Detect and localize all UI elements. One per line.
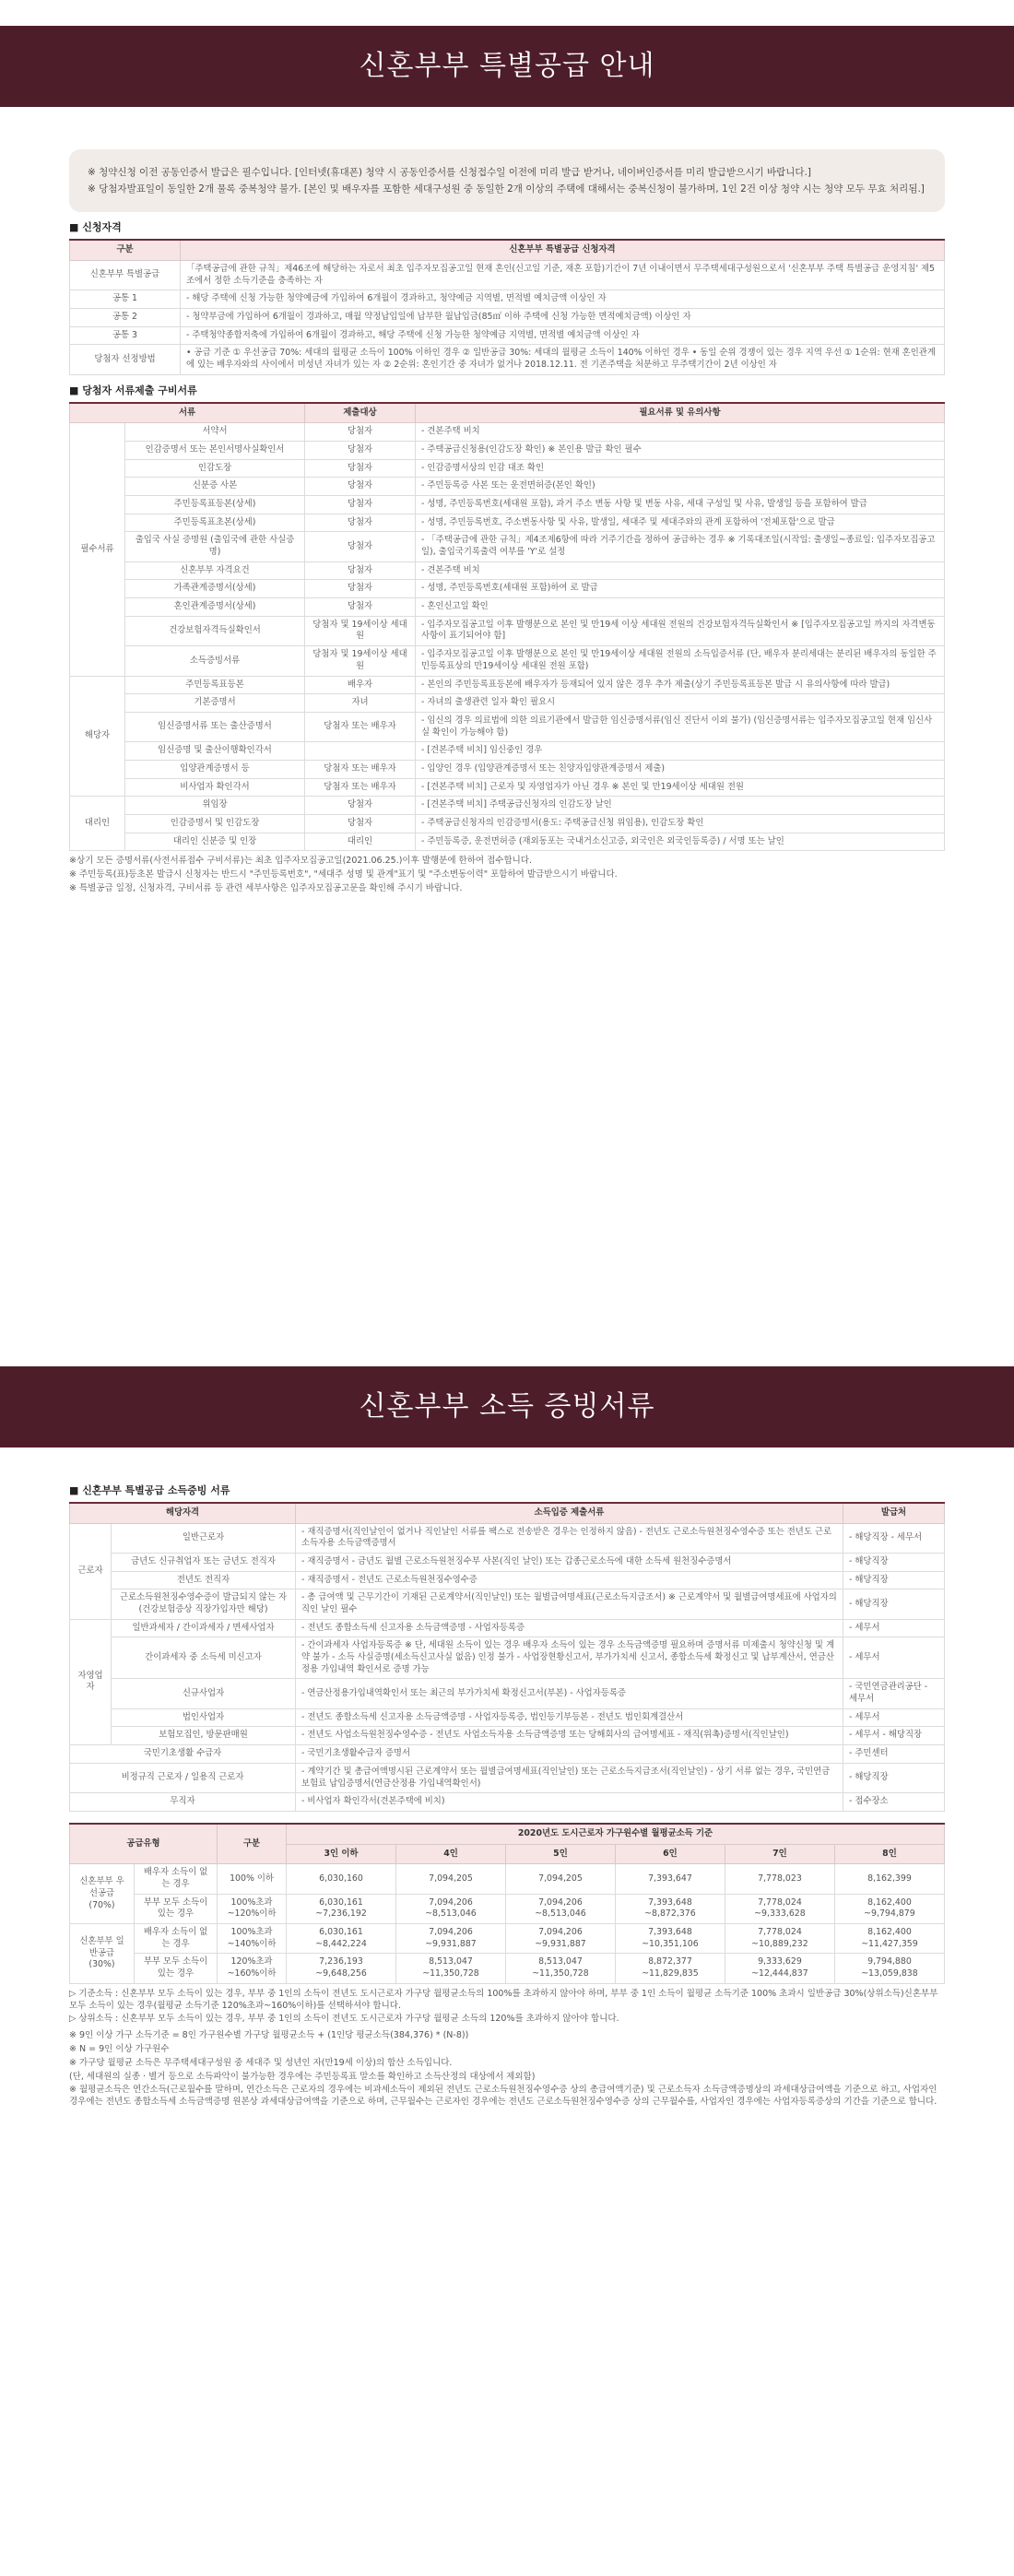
table-row <box>70 1523 945 1553</box>
table-cell: 인감증명서 또는 본인서명사실확인서 <box>125 441 305 459</box>
table-cell: 9,333,629 ~12,444,837 <box>725 1954 834 1983</box>
table-row <box>70 778 945 797</box>
table-cell: 당첨자 <box>305 797 416 815</box>
table-cell: 신혼부부 특별공급 <box>70 260 181 290</box>
table-row <box>70 1864 945 1894</box>
table-cell: - 재직증명서 - 금년도 월별 근로소득원천징수부 사본(직인 날인) 또는 갑종근로소득에 대한 소득세 원천징수증명서 <box>296 1553 843 1571</box>
table-cell: 신혼부부 자격요건 <box>125 561 305 580</box>
table-cell: - 본인의 주민등록표등본에 배우자가 등재되어 있지 않은 경우 추가 제출(상기 주민등록표등본 발급 시 유의사항에 따라 발급) <box>416 676 945 694</box>
table-cell: - 전년도 종합소득세 신고자용 소득금액증명 - 사업자등록증, 법인등기부등본 - 전년도 법인회계결산서 <box>296 1708 843 1727</box>
table-row <box>70 833 945 851</box>
table-cell: 주민등록표초본(상세) <box>125 514 305 532</box>
table-cell: 7,094,206 ~9,931,887 <box>505 1924 615 1954</box>
table-cell: - 청약부금에 가입하여 6개월이 경과하고, 매월 약정납입일에 납부한 월납입금(85㎡ 이하 주택에 신청 가능한 면적예치금액) 이상인 자 <box>181 308 945 326</box>
table-cell: 임신증명서류 또는 출산증명서 <box>125 712 305 741</box>
income-docs-header-0: 해당자격 <box>70 1503 296 1523</box>
table-cell: 8,162,400 ~11,427,359 <box>834 1924 944 1954</box>
table-cell: 신분증 사본 <box>125 478 305 496</box>
table-cell: 배우자 <box>305 676 416 694</box>
docs-header-0: 서류 <box>70 403 305 423</box>
table-cell: 건강보험자격득실확인서 <box>125 616 305 645</box>
table-cell: 당첨자 또는 배우자 <box>305 778 416 797</box>
table-cell: - 인감증명서상의 인감 대조 확인 <box>416 459 945 478</box>
income-note-2: ▷ 상위소득 : 신혼부부 모두 소득이 있는 경우, 부부 중 1인의 소득이 전년도 도시근로자 가구당 월평균 소득의 120%를 초과하지 않아야 합니다. <box>69 2014 619 2025</box>
table-cell: 주민등록표등본(상세) <box>125 495 305 514</box>
table-cell: 당첨자 <box>305 478 416 496</box>
table-cell: 100%초과~140%이하 <box>218 1924 287 1954</box>
table-cell: - 혼인신고일 확인 <box>416 598 945 617</box>
table-cell: 8,162,400 ~9,794,879 <box>834 1894 944 1923</box>
final-note-2: ※ N = 9인 이상 가구원수 <box>69 2044 170 2055</box>
table-row <box>70 742 945 761</box>
table-cell: 입양관계증명서 등 <box>125 760 305 778</box>
table-cell: 공통 1 <box>70 290 181 309</box>
table-row <box>70 1708 945 1727</box>
table-row <box>70 1763 945 1792</box>
table-cell: - 주택청약종합저축에 가입하여 6개월이 경과하고, 해당 주택에 신청 가능한 청약예금 지역별, 면적별 예치금액 이상인 자 <box>181 326 945 345</box>
table-cell: 비정규직 근로자 / 일용직 근로자 <box>70 1763 296 1792</box>
table-cell: 공통 2 <box>70 308 181 326</box>
section2-body <box>0 1484 1014 2109</box>
income-notes <box>69 1989 945 2026</box>
table-cell: - 세무서 <box>843 1619 945 1637</box>
docs-header-1: 제출대상 <box>305 403 416 423</box>
table-cell: - 성명, 주민등록번호(세대원 포함)하여 로 발급 <box>416 580 945 598</box>
income-docs-header-2: 발급처 <box>843 1503 945 1523</box>
table-row <box>70 1553 945 1571</box>
notice-line-2: ※ 당첨자발표일이 동일한 2개 물록 중복청약 불가. [본인 및 배우자를 포함한 세대구성원 중 동일한 2개 이상의 주택에 대해서는 중복신청이 불가하며, 1인 2건 이상 청약 시는 청약 모두 무효 처리됨.] <box>88 183 925 195</box>
table-header-cell: 8인 <box>834 1844 944 1864</box>
docs-header-2: 필요서류 및 유의사항 <box>416 403 945 423</box>
income-note-1: ▷ 기준소득 : 신혼부부 모두 소득이 있는 경우, 부부 중 1인의 소득이 전년도 도시근로자 가구당 월평균소득의 100%를 초과하지 않아야 하며, 부부 중 1인 소득이 월평균 소득기준 100% 초과시 일반공급 30%(상위소득)신혼부부 모두 소득이 있는 경우(월평균 소득기준 120%초과~160%이하)를 선택하셔야 합니다. <box>69 1988 938 2011</box>
table-cell: 100% 이하 <box>218 1864 287 1894</box>
table-row <box>70 495 945 514</box>
table-cell: 부부 모두 소득이 있는 경우 <box>135 1894 218 1923</box>
table-row <box>70 676 945 694</box>
table-cell: - 비사업자 확인각서(견본주택에 비치) <box>296 1793 843 1812</box>
table-cell: - 입양인 경우 (입양관계증명서 또는 친양자입양관계증명서 제출) <box>416 760 945 778</box>
final-note-4: (단, 세대원의 실종 · 별거 등으로 소득파악이 불가능한 경우에는 주민등록표 말소를 확인하고 소득산정의 대상에서 제외함) <box>69 2071 536 2082</box>
table-cell: 법인사업자 <box>112 1708 296 1727</box>
table-cell: 주민등록표등본 <box>125 676 305 694</box>
table-cell: 배우자 소득이 없는 경우 <box>135 1864 218 1894</box>
table-cell: 대리인 <box>70 797 125 851</box>
table-cell: 당첨자 <box>305 532 416 561</box>
section1-title-banner <box>0 26 1014 107</box>
table-cell: 무직자 <box>70 1793 296 1812</box>
qual-heading: ■ 신청자격 <box>69 221 122 234</box>
table-row <box>70 561 945 580</box>
table-cell: 자영업자 <box>70 1619 112 1745</box>
table-cell: 당첨자 및 19세이상 세대원 <box>305 646 416 676</box>
table-header-cell: 5인 <box>505 1844 615 1864</box>
table-cell: 국민기초생활 수급자 <box>70 1745 296 1764</box>
table-cell: 100%초과~120%이하 <box>218 1894 287 1923</box>
table-cell: 6,030,161 ~8,442,224 <box>287 1924 396 1954</box>
table-cell: 당첨자 <box>305 580 416 598</box>
table-cell: 7,393,648 ~10,351,106 <box>615 1924 725 1954</box>
table-row <box>70 1637 945 1679</box>
table-cell: 120%초과~160%이하 <box>218 1954 287 1983</box>
table-cell: - 접수장소 <box>843 1793 945 1812</box>
table-cell: 6,030,160 <box>287 1864 396 1894</box>
table-cell: - 해당직장 <box>843 1589 945 1619</box>
table-cell: - 해당직장 <box>843 1571 945 1589</box>
income-docs-header-1: 소득입증 제출서류 <box>296 1503 843 1523</box>
docs-table <box>69 402 945 852</box>
table-row <box>70 815 945 833</box>
table-cell: 8,513,047 ~11,350,728 <box>505 1954 615 1983</box>
table-cell: 당첨자 <box>305 459 416 478</box>
table-cell: 비사업자 확인각서 <box>125 778 305 797</box>
table-cell: - 계약기간 및 총급여액명시된 근로계약서 또는 월별급여명세표(직인날인) 또는 근로소득지급조서(직인날인) - 상기 서류 없는 경우, 국민연금보험료 납입증명서(연금산정용 가입내역확인서) <box>296 1763 843 1792</box>
table-row <box>70 532 945 561</box>
table-row <box>70 1745 945 1764</box>
table-cell: 신규사업자 <box>112 1679 296 1708</box>
income-docs-heading: ■ 신혼부부 특별공급 소득증빙 서류 <box>69 1484 230 1496</box>
table-cell: 당첨자 선정방법 <box>70 345 181 374</box>
income-docs-table <box>69 1502 945 1812</box>
table-cell: 필수서류 <box>70 423 125 676</box>
table-cell: 8,513,047 ~11,350,728 <box>396 1954 506 1983</box>
table-cell: 전년도 전직자 <box>112 1571 296 1589</box>
table-cell: 해당자 <box>70 676 125 797</box>
table-cell: 당첨자 및 19세이상 세대원 <box>305 616 416 645</box>
table-cell: - 성명, 주민등록번호(세대원 포함), 과거 주소 변동 사항 및 변동 사유, 세대 구성일 및 사유, 발생일 등을 포함하여 발급 <box>416 495 945 514</box>
table-cell: 가족관계증명서(상세) <box>125 580 305 598</box>
table-row <box>70 326 945 345</box>
table-cell: - 국민연금관리공단 - 세무서 <box>843 1679 945 1708</box>
table-cell: - 총 급여액 및 근무기간이 기재된 근로계약서(직인날인) 또는 월별급여명세표(근로소득지급조서) ※ 근로계약서 및 월별급여명세표에 사업자의 직인 날인 필수 <box>296 1589 843 1619</box>
table-header-cell: 3인 이하 <box>287 1844 396 1864</box>
table-cell: - 해당직장 - 세무서 <box>843 1523 945 1553</box>
table-cell: 대리인 신분증 및 인장 <box>125 833 305 851</box>
table-header-cell: 구분 <box>218 1824 287 1864</box>
table-cell: 보험모집인, 방문판매원 <box>112 1727 296 1745</box>
qual-header-1: 신혼부부 특별공급 신청자격 <box>181 240 945 260</box>
table-cell: 자녀 <box>305 694 416 713</box>
table-row <box>70 1954 945 1983</box>
table-row <box>70 290 945 309</box>
table-cell: 당첨자 또는 배우자 <box>305 712 416 741</box>
table-cell: 당첨자 <box>305 598 416 617</box>
table-cell: 공통 3 <box>70 326 181 345</box>
table-cell: 기본증명서 <box>125 694 305 713</box>
table-cell: 간이과세자 중 소득세 미신고자 <box>112 1637 296 1679</box>
table-row <box>70 514 945 532</box>
table-row <box>70 1679 945 1708</box>
table-cell: 7,094,206 ~9,931,887 <box>396 1924 506 1954</box>
table-header-cell: 6인 <box>615 1844 725 1864</box>
section1-title: 신혼부부 특별공급 안내 <box>359 49 655 82</box>
table-cell: 임신증명 및 출산이행확인각서 <box>125 742 305 761</box>
table-cell: 일반과세자 / 간이과세자 / 면세사업자 <box>112 1619 296 1637</box>
final-notes <box>69 2030 945 2109</box>
table-row <box>70 616 945 645</box>
table-cell: 「주택공급에 관한 규칙」제46조에 해당하는 자로서 최초 입주자모집공고일 현재 혼인(신고일 기준, 재혼 포함)기간이 7년 이내이면서 무주택세대구성원으로서 '신혼부부 주택 특별공급 운영지침' 제5조에서 정한 소득기준을 충족하는 자 <box>181 260 945 290</box>
table-cell: 7,094,205 <box>505 1864 615 1894</box>
table-cell: - 간이과세자 사업자등록증 ※ 단, 세대원 소득이 있는 경우 배우자 소득이 있는 경우 소득금액증명 필요하며 증명서류 미제출시 청약신청 및 계약 불가 - 소득 사실증명(세소득신고사실 없음) 인정 불가 - 사업장현황신고서, 부가가치세 신고서, 종합소득세 확정신고 및 납부계산서, 연금산정용 가입내역 확인서로 증명 가능 <box>296 1637 843 1679</box>
table-cell: 7,778,023 <box>725 1864 834 1894</box>
section2-title-banner <box>0 1366 1014 1448</box>
table-row <box>70 441 945 459</box>
docs-footnotes <box>69 856 945 894</box>
table-cell: 7,393,647 <box>615 1864 725 1894</box>
table-row <box>70 260 945 290</box>
table-row <box>70 694 945 713</box>
table-cell: 소득증빙서류 <box>125 646 305 676</box>
table-row <box>70 345 945 374</box>
table-cell: - 견본주택 비치 <box>416 561 945 580</box>
final-note-5: ※ 월평균소득은 연간소득(근로월수를 말하며, 연간소득은 근로자의 경우에는 비과세소득이 제외된 전년도 근로소득원천징수영수증 상의 총급여액기준) 및 근로소득자 소득금액증명상의 과세대상급여액을 기준으로 하고, 사업자인 경우에는 전년도 종합소득세 소득금액증명 원본상 과세대상급여액을 기준으로 하며, 근무월수는 근로자인 경우에는 전년도 근로소득원천징수영수증 상의 근무월수를, 사업자인 경우에는 사업자등록증상의 기간을 기준으로 합니다. <box>69 2085 937 2108</box>
notice-line-1: ※ 청약신청 이전 공동인증서 발급은 필수입니다. [인터넷(휴대폰) 청약 시 공동인증서를 신청접수일 이전에 미리 발급 받거나, 네이버인증서를 미리 발급받으시기 바랍니다.] <box>88 167 811 178</box>
table-cell: - 주민센터 <box>843 1745 945 1764</box>
table-cell: - 연금산정용가입내역확인서 또는 최근의 부가가치세 확정신고서(부본) - 사업자등록증 <box>296 1679 843 1708</box>
final-note-3: ※ 가구당 월평균 소득은 무주택세대구성원 중 세대주 및 성년인 자(만19세 이상)의 합산 소득입니다. <box>69 2057 453 2068</box>
table-header-cell: 공급유형 <box>70 1824 218 1864</box>
table-cell: - 재직증명서(직인날인이 없거나 직인날인 서류를 팩스로 전송받은 경우는 인정하지 않음) - 전년도 근로소득원천징수영수증 또는 전년도 근로소득자용 소득금액증명서 <box>296 1523 843 1553</box>
table-cell: - [견본주택 비치] 근로자 및 자영업자가 아닌 경우 ※ 본인 및 만19세이상 세대원 전원 <box>416 778 945 797</box>
section1-body <box>0 149 1014 1366</box>
table-cell: • 공급 기준 ① 우선공급 70%: 세대의 월평균 소득이 100% 이하인 경우 ② 일반공급 30%: 세대의 월평균 소득이 140% 이하인 경우 • 동일 순위 경쟁이 있는 경우 지역 우선 ① 1순위: 현재 혼인관계에 있는 배우자와의 사이에서 미성년 자녀가 있는 자 ② 2순위: 혼인기간 중 자녀가 없거나 2018.12.11. 전 기존주택을 처분하고 무주택기간이 2년 이상인 자 <box>181 345 945 374</box>
table-cell: - 주택공급신청용(인감도장 확인) ※ 본인용 발급 확인 필수 <box>416 441 945 459</box>
table-cell: - 견본주택 비치 <box>416 423 945 442</box>
table-row <box>70 459 945 478</box>
table-cell: 당첨자 <box>305 495 416 514</box>
table-cell: - 세무서 <box>843 1708 945 1727</box>
docs-footnote-1: ※상기 모든 증명서류(사전서류접수 구비서류)는 최초 입주자모집공고일(2021.06.25.)이후 발행분에 한하여 접수합니다. <box>69 856 532 867</box>
table-row <box>70 1894 945 1923</box>
table-cell: - 해당직장 <box>843 1553 945 1571</box>
table-cell: - 세무서 - 해당직장 <box>843 1727 945 1745</box>
table-row <box>70 712 945 741</box>
qual-header-0: 구분 <box>70 240 181 260</box>
table-row <box>70 646 945 676</box>
table-cell: 당첨자 <box>305 423 416 442</box>
docs-footnote-3: ※ 특별공급 일정, 신청자격, 구비서류 등 관련 세부사항은 입주자모집공고문을 확인해 주시기 바랍니다. <box>69 883 463 894</box>
table-row <box>70 580 945 598</box>
final-note-1: ※ 9인 이상 가구 소득기준 = 8인 가구원수별 가구당 월평균소득 + (1인당 평균소득(384,376) * (N-8)) <box>69 2030 469 2041</box>
table-cell: 당첨자 <box>305 561 416 580</box>
table-cell: - [견본주택 비치] 주택공급신청자의 인감도장 날인 <box>416 797 945 815</box>
table-cell: - 해당 주택에 신청 가능한 청약예금에 가입하여 6개월이 경과하고, 청약예금 지역별, 면적별 예치금액 이상인 자 <box>181 290 945 309</box>
table-cell: - [견본주택 비치] 임신중인 경우 <box>416 742 945 761</box>
table-cell: - 주택공급신청자의 인감증명서(용도: 주택공급신청 위임용), 인감도장 확인 <box>416 815 945 833</box>
table-cell: 당첨자 <box>305 441 416 459</box>
table-row <box>70 423 945 442</box>
table-cell: 7,094,205 <box>396 1864 506 1894</box>
table-row <box>70 1571 945 1589</box>
table-row <box>70 478 945 496</box>
table-row <box>70 797 945 815</box>
table-cell: - 자녀의 출생관련 일자 확인 필요시 <box>416 694 945 713</box>
table-cell: - 국민기초생활수급자 증명서 <box>296 1745 843 1764</box>
table-cell: 대리인 <box>305 833 416 851</box>
table-cell: 인감도장 <box>125 459 305 478</box>
table-cell: 위임장 <box>125 797 305 815</box>
notice-box <box>69 149 945 212</box>
docs-heading: ■ 당첨자 서류제출 구비서류 <box>69 384 197 396</box>
table-row <box>70 1727 945 1745</box>
table-cell: 배우자 소득이 없는 경우 <box>135 1924 218 1954</box>
table-cell: 당첨자 또는 배우자 <box>305 760 416 778</box>
table-cell: - 주민등록증, 운전면허증 (재외동포는 국내거소신고증, 외국인은 외국인등록증) / 서명 또는 날인 <box>416 833 945 851</box>
table-cell: 7,094,206 ~8,513,046 <box>505 1894 615 1923</box>
table-cell: 인감증명서 및 인감도장 <box>125 815 305 833</box>
table-cell: - 임신의 경우 의료법에 의한 의료기관에서 발급한 임신증명서류(임신 진단서 이외 불가) (임신증명서류는 입주자모집공고일 현재 임신사실 확인이 가능해야 함) <box>416 712 945 741</box>
table-row <box>70 1924 945 1954</box>
table-cell: 7,778,024 ~10,889,232 <box>725 1924 834 1954</box>
table-row <box>70 1793 945 1812</box>
docs-footnote-2: ※ 주민등록(표)등초본 발급시 신청자는 반드시 "주민등록번호", "세대주 성명 및 관계"표기 및 "주소변동이력" 포함하여 발급받으시기 바랍니다. <box>69 869 618 880</box>
income-criteria-table <box>69 1823 945 1984</box>
table-cell: - 전년도 종합소득세 신고자용 소득금액증명 - 사업자등록증 <box>296 1619 843 1637</box>
table-row <box>70 760 945 778</box>
table-cell: 서약서 <box>125 423 305 442</box>
table-cell: 출입국 사실 증명원 (출입국에 관한 사실증명) <box>125 532 305 561</box>
table-cell: 신혼부부 일반공급 (30%) <box>70 1924 135 1984</box>
table-cell: - 해당직장 <box>843 1763 945 1792</box>
table-cell: 혼인관계증명서(상세) <box>125 598 305 617</box>
table-cell: 8,872,377 ~11,829,835 <box>615 1954 725 1983</box>
qual-table <box>69 239 945 375</box>
table-header-cell: 4인 <box>396 1844 506 1864</box>
table-cell: 신혼부부 우선공급 (70%) <box>70 1864 135 1924</box>
table-cell: 7,094,206 ~8,513,046 <box>396 1894 506 1923</box>
table-cell: 일반근로자 <box>112 1523 296 1553</box>
table-row <box>70 1589 945 1619</box>
table-cell: 부부 모두 소득이 있는 경우 <box>135 1954 218 1983</box>
table-cell: 6,030,161 ~7,236,192 <box>287 1894 396 1923</box>
table-cell: 8,162,399 <box>834 1864 944 1894</box>
table-cell: 당첨자 <box>305 815 416 833</box>
table-row <box>70 598 945 617</box>
table-header-cell: 7인 <box>725 1844 834 1864</box>
table-cell: 당첨자 <box>305 514 416 532</box>
table-cell: - 전년도 사업소득원천징수영수증 - 전년도 사업소득자용 소득금액증명 또는 당해회사의 급여명세표 - 재직(위촉)증명서(직인날인) <box>296 1727 843 1745</box>
table-header-cell: 2020년도 도시근로자 가구원수별 월평균소득 기준 <box>287 1824 945 1844</box>
table-cell: - 입주자모집공고일 이후 발행분으로 본인 및 만19세이상 세대원 전원의 소득입증서류 (단, 배우자 분리세대는 분리된 배우자의 동일한 주민등록표상의 만19세이상 세대원 전원 포함) <box>416 646 945 676</box>
table-cell <box>305 742 416 761</box>
table-row <box>70 1619 945 1637</box>
table-cell: 7,393,648 ~8,872,376 <box>615 1894 725 1923</box>
table-cell: - 주민등록증 사본 또는 운전면허증(본인 확인) <box>416 478 945 496</box>
table-cell: - 세무서 <box>843 1637 945 1679</box>
table-cell: - 입주자모집공고일 이후 발행분으로 본인 및 만19세 이상 세대원 전원의 건강보험자격득실확인서 ※ [입주자모집공고일 까지의 자격변동 사항이 표기되어야 함] <box>416 616 945 645</box>
table-cell: 금년도 신규취업자 또는 금년도 전직자 <box>112 1553 296 1571</box>
table-row <box>70 1824 945 1844</box>
table-cell: 7,778,024 ~9,333,628 <box>725 1894 834 1923</box>
table-cell: 근로소득원천징수영수증이 발급되지 않는 자 (건강보험증상 직장가입자만 해당) <box>112 1589 296 1619</box>
table-cell: 9,794,880 ~13,059,838 <box>834 1954 944 1983</box>
table-cell: - 「주택공급에 관한 규칙」제4조제6항에 따라 거주기간을 정하여 공급하는 경우 ※ 기록대조일(시작일: 출생일~종료일: 입주자모집공고일), 출입국기록출력 여부를 'Y'로 설정 <box>416 532 945 561</box>
table-cell: 근로자 <box>70 1523 112 1619</box>
table-cell: - 재직증명서 - 전년도 근로소득원천징수영수증 <box>296 1571 843 1589</box>
table-cell: - 성명, 주민등록번호, 주소변동사항 및 사유, 발생일, 세대주 및 세대주와의 관계 포함하여 '전체포함'으로 발급 <box>416 514 945 532</box>
section2-title: 신혼부부 소득 증빙서류 <box>359 1389 655 1423</box>
table-row <box>70 308 945 326</box>
table-cell: 7,236,193 ~9,648,256 <box>287 1954 396 1983</box>
